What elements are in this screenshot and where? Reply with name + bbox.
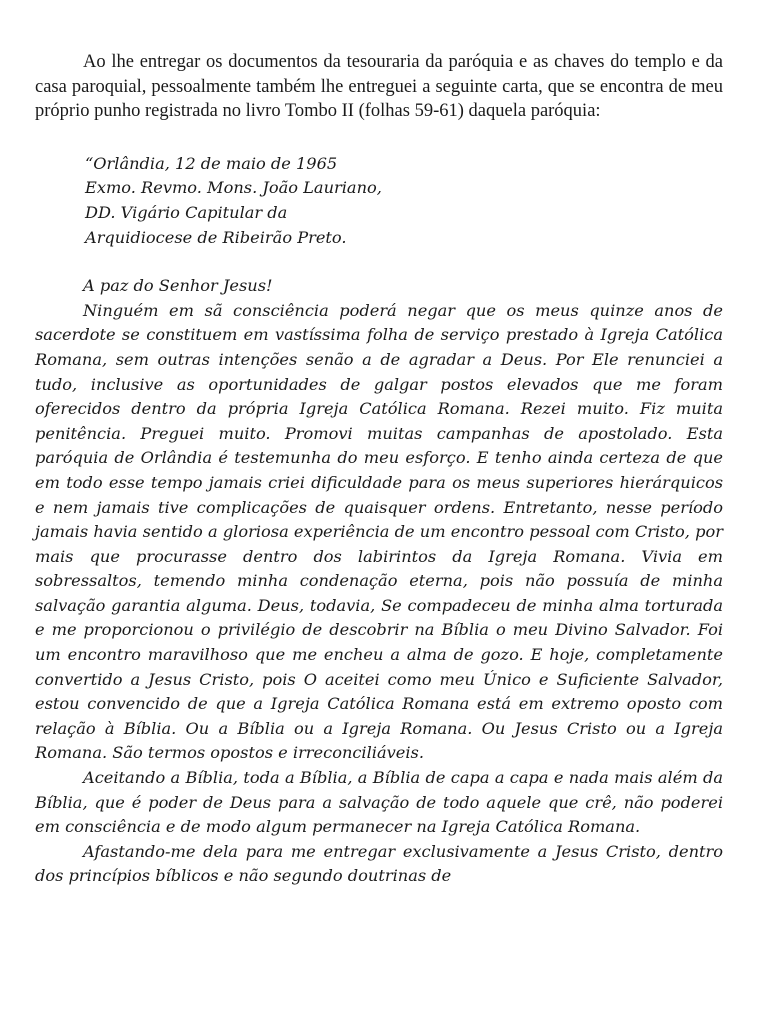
letter-recipient-title: DD. Vigário Capitular da	[85, 202, 288, 222]
letter-paragraph: Aceitando a Bíblia, toda a Bíblia, a Bíblia de capa a capa e nada mais além da Bíblia, que é poder de Deus para a salvação de todo aquele que crê, não poderei em consciência e de modo algum permanecer na Igreja Católica Romana.	[35, 768, 723, 837]
letter-recipient-diocese: Arquidiocese de Ribeirão Preto.	[85, 227, 347, 247]
letter-place-date: “Orlândia, 12 de maio de 1965	[85, 153, 338, 173]
document-page	[35, 50, 723, 889]
letter-header	[85, 152, 723, 250]
letter-paragraph: Afastando-me dela para me entregar exclusivamente a Jesus Cristo, dentro dos princípios bíblicos e não segundo doutrinas de	[35, 841, 723, 886]
letter-paragraph: Ninguém em sã consciência poderá negar que os meus quinze anos de sacerdote se constituem em vastíssima folha de serviço prestado à Igreja Católica Romana, sem outras intenções senão a de agradar a Deus. Por Ele renunciei a tudo, inclusive as oportunidades de galgar postos elevados que me foram oferecidos dentro da própria Igreja Católica Romana. Rezei muito. Fiz muita penitência. Preguei muito. Promovi muitas campanhas de apostolado. Esta paróquia de Orlândia é testemunha do meu esforço. E tenho ainda certeza de que em todo esse tempo jamais criei dificuldade para os meus superiores hierárquicos e nem jamais tive complicações de quaisquer ordens. Entretanto, nesse período jamais havia sentido a gloriosa experiência de um encontro pessoal com Cristo, por mais que procurasse dentro dos labirintos da Igreja Romana. Vivia em sobressaltos, temendo minha condenação eterna, pois não possuía de minha salvação garantia alguma. Deus, todavia, Se compadeceu de minha alma torturada e me proporcionou o privilégio de descobrir na Bíblia o meu Divino Salvador. Foi um encontro maravilhoso que me encheu a alma de gozo. E hoje, completamente convertido a Jesus Cristo, pois O aceitei como meu Único e Suficiente Salvador, estou convencido de que a Igreja Católica Romana está em extremo oposto com relação à Bíblia. Ou a Bíblia ou a Igreja Romana. Ou Jesus Cristo ou a Igreja Romana. São termos opostos e irreconciliáveis.	[35, 300, 723, 763]
letter-greeting: A paz do Senhor Jesus!	[83, 276, 273, 296]
intro-paragraph: Ao lhe entregar os documentos da tesouraria da paróquia e as chaves do templo e da casa paroquial, pessoalmente também lhe entreguei a seguinte carta, que se encontra de meu próprio punho registrada no livro Tombo II (folhas 59-61) daquela paróquia:	[35, 52, 723, 122]
letter-body	[35, 274, 723, 889]
letter-recipient-name: Exmo. Revmo. Mons. João Lauriano,	[85, 178, 382, 198]
